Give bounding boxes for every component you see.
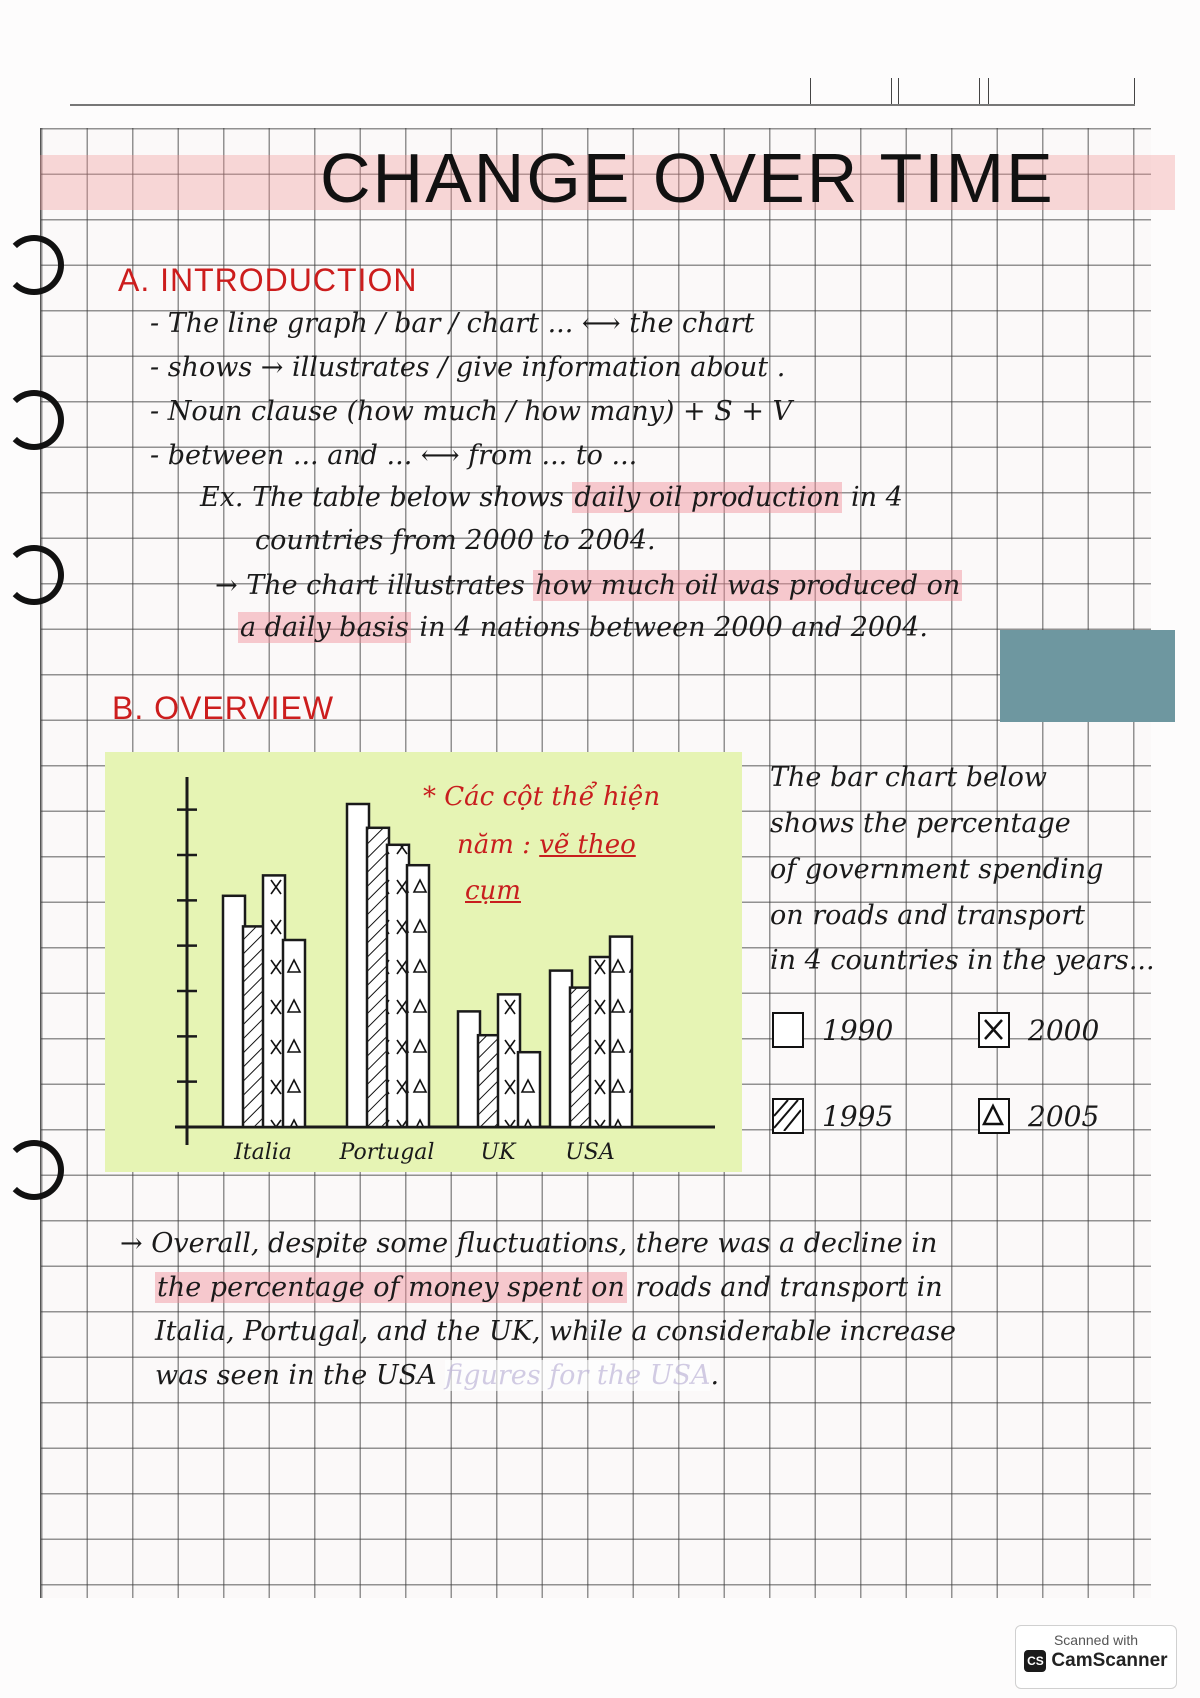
example-line-1-end: in 4	[850, 482, 903, 513]
legend-1995	[772, 1098, 893, 1134]
bar-italia-1990	[223, 896, 245, 1127]
example-line-3	[215, 570, 962, 601]
side-text-5: in 4 countries in the years...	[770, 945, 1155, 976]
legend-swatch-triangle	[978, 1098, 1010, 1134]
bar-uk-1990	[458, 1011, 480, 1127]
legend-label-1995: 1995	[822, 1099, 894, 1133]
binder-hole-2	[0, 390, 54, 450]
example-line-4-end: in 4 nations between 2000 and 2004.	[419, 612, 929, 643]
example-highlight-4: a daily basis	[240, 612, 409, 643]
chart-note-draw: vẽ theo	[539, 830, 636, 860]
bar-portugal-1995	[367, 828, 389, 1127]
bar-italia-2000	[263, 875, 285, 1127]
chart-x-tick-label: USA	[565, 1140, 615, 1165]
legend-2005	[978, 1098, 1099, 1134]
overview-line-3: Italia, Portugal, and the UK, while a considerable increase	[155, 1316, 957, 1347]
camscanner-watermark	[1015, 1625, 1177, 1689]
overview-line-2-end: roads and transport in	[635, 1272, 943, 1303]
section-a-heading: A. INTRODUCTION	[118, 262, 418, 298]
chart-note-line-2	[457, 830, 636, 860]
teal-sticky-note	[1000, 630, 1175, 722]
bar-uk-1995	[478, 1035, 500, 1127]
side-text-1: The bar chart below	[770, 762, 1048, 793]
top-rule	[70, 104, 1135, 106]
intro-line-3: - Noun clause (how much / how many) + S + V	[150, 396, 793, 427]
example-line-3-start: → The chart illustrates	[215, 570, 525, 601]
side-text-4: on roads and transport	[770, 900, 1085, 931]
legend-1990	[772, 1012, 893, 1048]
legend-label-2000: 2000	[1028, 1013, 1100, 1047]
legend-label-1990: 1990	[822, 1013, 894, 1047]
intro-line-1: - The line graph / bar / chart ... ⟷ the chart	[150, 308, 755, 339]
camscanner-icon: CS	[1024, 1650, 1046, 1672]
camscanner-label: CamScanner	[1051, 1650, 1168, 1671]
legend-2000	[978, 1012, 1099, 1048]
bar-portugal-2000	[387, 845, 409, 1127]
camscanner-logo	[1016, 1650, 1176, 1672]
chart-x-tick-label: UK	[480, 1140, 516, 1165]
intro-line-4: - between ... and ... ⟷ from ... to ...	[150, 440, 638, 471]
binder-hole-1	[0, 235, 54, 295]
binder-hole-4	[0, 1140, 54, 1200]
overview-line-4-end: .	[710, 1360, 720, 1391]
legend-swatch-plain	[772, 1012, 804, 1048]
overview-line-1: → Overall, despite some fluctuations, there was a decline in	[120, 1228, 938, 1259]
example-line-1	[200, 482, 903, 513]
tab-divider-3	[988, 78, 1135, 105]
chart-note-year: năm :	[457, 830, 531, 860]
bar-uk-2000	[498, 994, 520, 1127]
scanned-with-label: Scanned with	[1053, 1632, 1139, 1648]
chart-note-line-3: cụm	[465, 876, 521, 906]
tab-divider-2	[898, 78, 980, 105]
legend-swatch-hatch	[772, 1098, 804, 1134]
bar-italia-2005	[283, 940, 305, 1127]
bar-portugal-2005	[407, 865, 429, 1127]
intro-line-2: - shows → illustrates / give information about .	[150, 352, 786, 383]
bar-usa-2000	[590, 957, 612, 1127]
chart-x-tick-label: Italia	[234, 1140, 292, 1165]
example-highlight-3: how much oil was produced on	[535, 570, 961, 601]
overview-line-4	[155, 1360, 719, 1391]
tab-divider-1	[810, 78, 892, 105]
bar-chart	[105, 752, 742, 1172]
example-line-2: countries from 2000 to 2004.	[255, 525, 656, 556]
bar-portugal-1990	[347, 804, 369, 1127]
legend-swatch-cross	[978, 1012, 1010, 1048]
bar-usa-1995	[570, 988, 592, 1127]
bar-italia-1995	[243, 926, 265, 1127]
overview-faint-text: figures for the USA	[445, 1360, 711, 1391]
overview-line-4-start: was seen in the USA	[155, 1360, 437, 1391]
section-b-heading: B. OVERVIEW	[112, 690, 335, 726]
chart-note-line-1: * Các cột thể hiện	[423, 782, 661, 812]
overview-line-2	[155, 1272, 943, 1303]
example-line-1-start: Ex. The table below shows	[200, 482, 564, 513]
bar-chart-sticky-note	[105, 752, 742, 1172]
example-line-4	[238, 612, 928, 643]
side-text-2: shows the percentage	[770, 808, 1071, 839]
legend-label-2005: 2005	[1028, 1099, 1100, 1133]
example-highlight-1: daily oil production	[574, 482, 841, 513]
page-title: CHANGE OVER TIME	[320, 139, 1055, 217]
chart-x-tick-label: Portugal	[339, 1140, 435, 1165]
side-text-3: of government spending	[770, 854, 1104, 885]
bar-usa-1990	[550, 971, 572, 1127]
bar-usa-2005	[610, 937, 632, 1127]
overview-highlight: the percentage of money spent on	[157, 1272, 625, 1303]
bar-uk-2005	[518, 1052, 540, 1127]
binder-hole-3	[0, 545, 54, 605]
